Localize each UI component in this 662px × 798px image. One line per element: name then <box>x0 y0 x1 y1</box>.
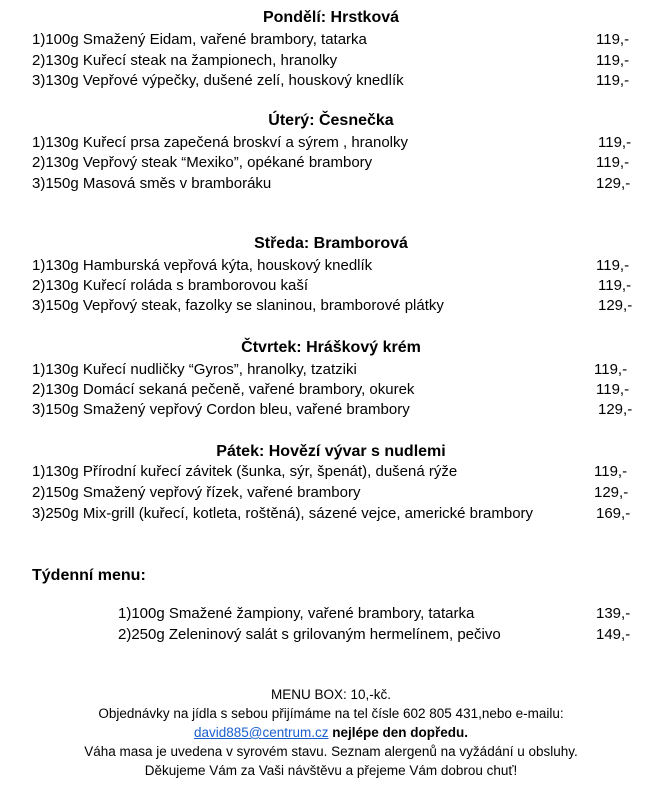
menu-item-text: 2)130g Vepřový steak “Mexiko”, opékané brambory <box>32 154 373 171</box>
menu-item-price: 129,- <box>598 297 633 314</box>
menu-item-price: 169,- <box>596 505 631 522</box>
menu-item-text: 2)130g Kuřecí steak na žampionech, hranolky <box>32 52 338 69</box>
orders-note: Objednávky na jídla s sebou přijímáme na tel čísle 602 805 431,nebo e-mailu: <box>98 706 564 721</box>
menu-item-text: 3)130g Vepřové výpečky, dušené zelí, houskový knedlík <box>32 72 404 89</box>
weekly-item-text: 1)100g Smažené žampiony, vařené brambory, tatarka <box>118 605 475 622</box>
day-heading-tuesday: Úterý: Česnečka <box>268 112 394 129</box>
menu-item-price: 119,- <box>596 52 630 69</box>
menu-item-text: 1)130g Kuřecí prsa zapečená broskví a sýrem , hranolky <box>32 134 409 151</box>
day-heading-thursday: Čtvrtek: Hráškový krém <box>241 339 421 356</box>
menu-item-price: 119,- <box>598 277 632 294</box>
menu-item-text: 3)150g Vepřový steak, fazolky se slaninou, bramborové plátky <box>32 297 444 314</box>
menu-item-text: 2)150g Smažený vepřový řízek, vařené brambory <box>32 484 361 501</box>
menu-box-note: MENU BOX: 10,-kč. <box>270 687 392 702</box>
day-heading-monday: Pondělí: Hrstková <box>262 9 400 26</box>
menu-item-price: 119,- <box>596 154 630 171</box>
menu-item-text: 1)100g Smažený Eidam, vařené brambory, tatarka <box>32 31 367 48</box>
menu-item-text: 1)130g Přírodní kuřecí závitek (šunka, sýr, špenát), dušená rýže <box>32 463 458 480</box>
menu-item-price: 119,- <box>596 381 630 398</box>
menu-item-text: 3)150g Smažený vepřový Cordon bleu, vařené brambory <box>32 401 410 418</box>
menu-item-text: 3)250g Mix-grill (kuřecí, kotleta, roštěná), sázené vejce, americké brambory <box>32 505 534 522</box>
weekly-item-text: 2)250g Zeleninový salát s grilovaným hermelínem, pečivo <box>118 626 501 643</box>
menu-item-text: 1)130g Kuřecí nudličky “Gyros”, hranolky, tzatziki <box>32 361 357 378</box>
day-heading-wednesday: Středa: Bramborová <box>254 235 408 252</box>
menu-item-price: 129,- <box>594 484 629 501</box>
weekly-item-price: 149,- <box>596 626 631 643</box>
menu-item-price: 119,- <box>594 361 628 378</box>
menu-item-price: 119,- <box>596 72 630 89</box>
menu-item-price: 119,- <box>596 31 630 48</box>
advance-note: nejlépe den dopředu. <box>332 725 469 740</box>
menu-item-text: 3)150g Masová směs v bramboráku <box>32 175 272 192</box>
weekly-item-price: 139,- <box>596 605 631 622</box>
email-link[interactable]: david885@centrum.cz <box>193 725 329 740</box>
day-heading-friday: Pátek: Hovězí vývar s nudlemi <box>216 443 446 460</box>
menu-item-text: 2)130g Kuřecí roláda s bramborovou kaší <box>32 277 308 294</box>
menu-item-price: 119,- <box>596 257 630 274</box>
thanks-note: Děkujeme Vám za Vaši návštěvu a přejeme Vám dobrou chuť! <box>144 763 518 778</box>
menu-item-price: 119,- <box>594 463 628 480</box>
menu-item-text: 1)130g Hamburská vepřová kýta, houskový knedlík <box>32 257 373 274</box>
weight-note: Váha masa je uvedena v syrovém stavu. Seznam alergenů na vyžádání u obsluhy. <box>84 744 578 759</box>
menu-item-price: 119,- <box>598 134 632 151</box>
menu-item-price: 129,- <box>598 401 633 418</box>
weekly-menu-heading: Týdenní menu: <box>32 567 146 584</box>
menu-item-text: 2)130g Domácí sekaná pečeně, vařené brambory, okurek <box>32 381 415 398</box>
menu-item-price: 129,- <box>596 175 631 192</box>
email-line <box>0 723 662 742</box>
